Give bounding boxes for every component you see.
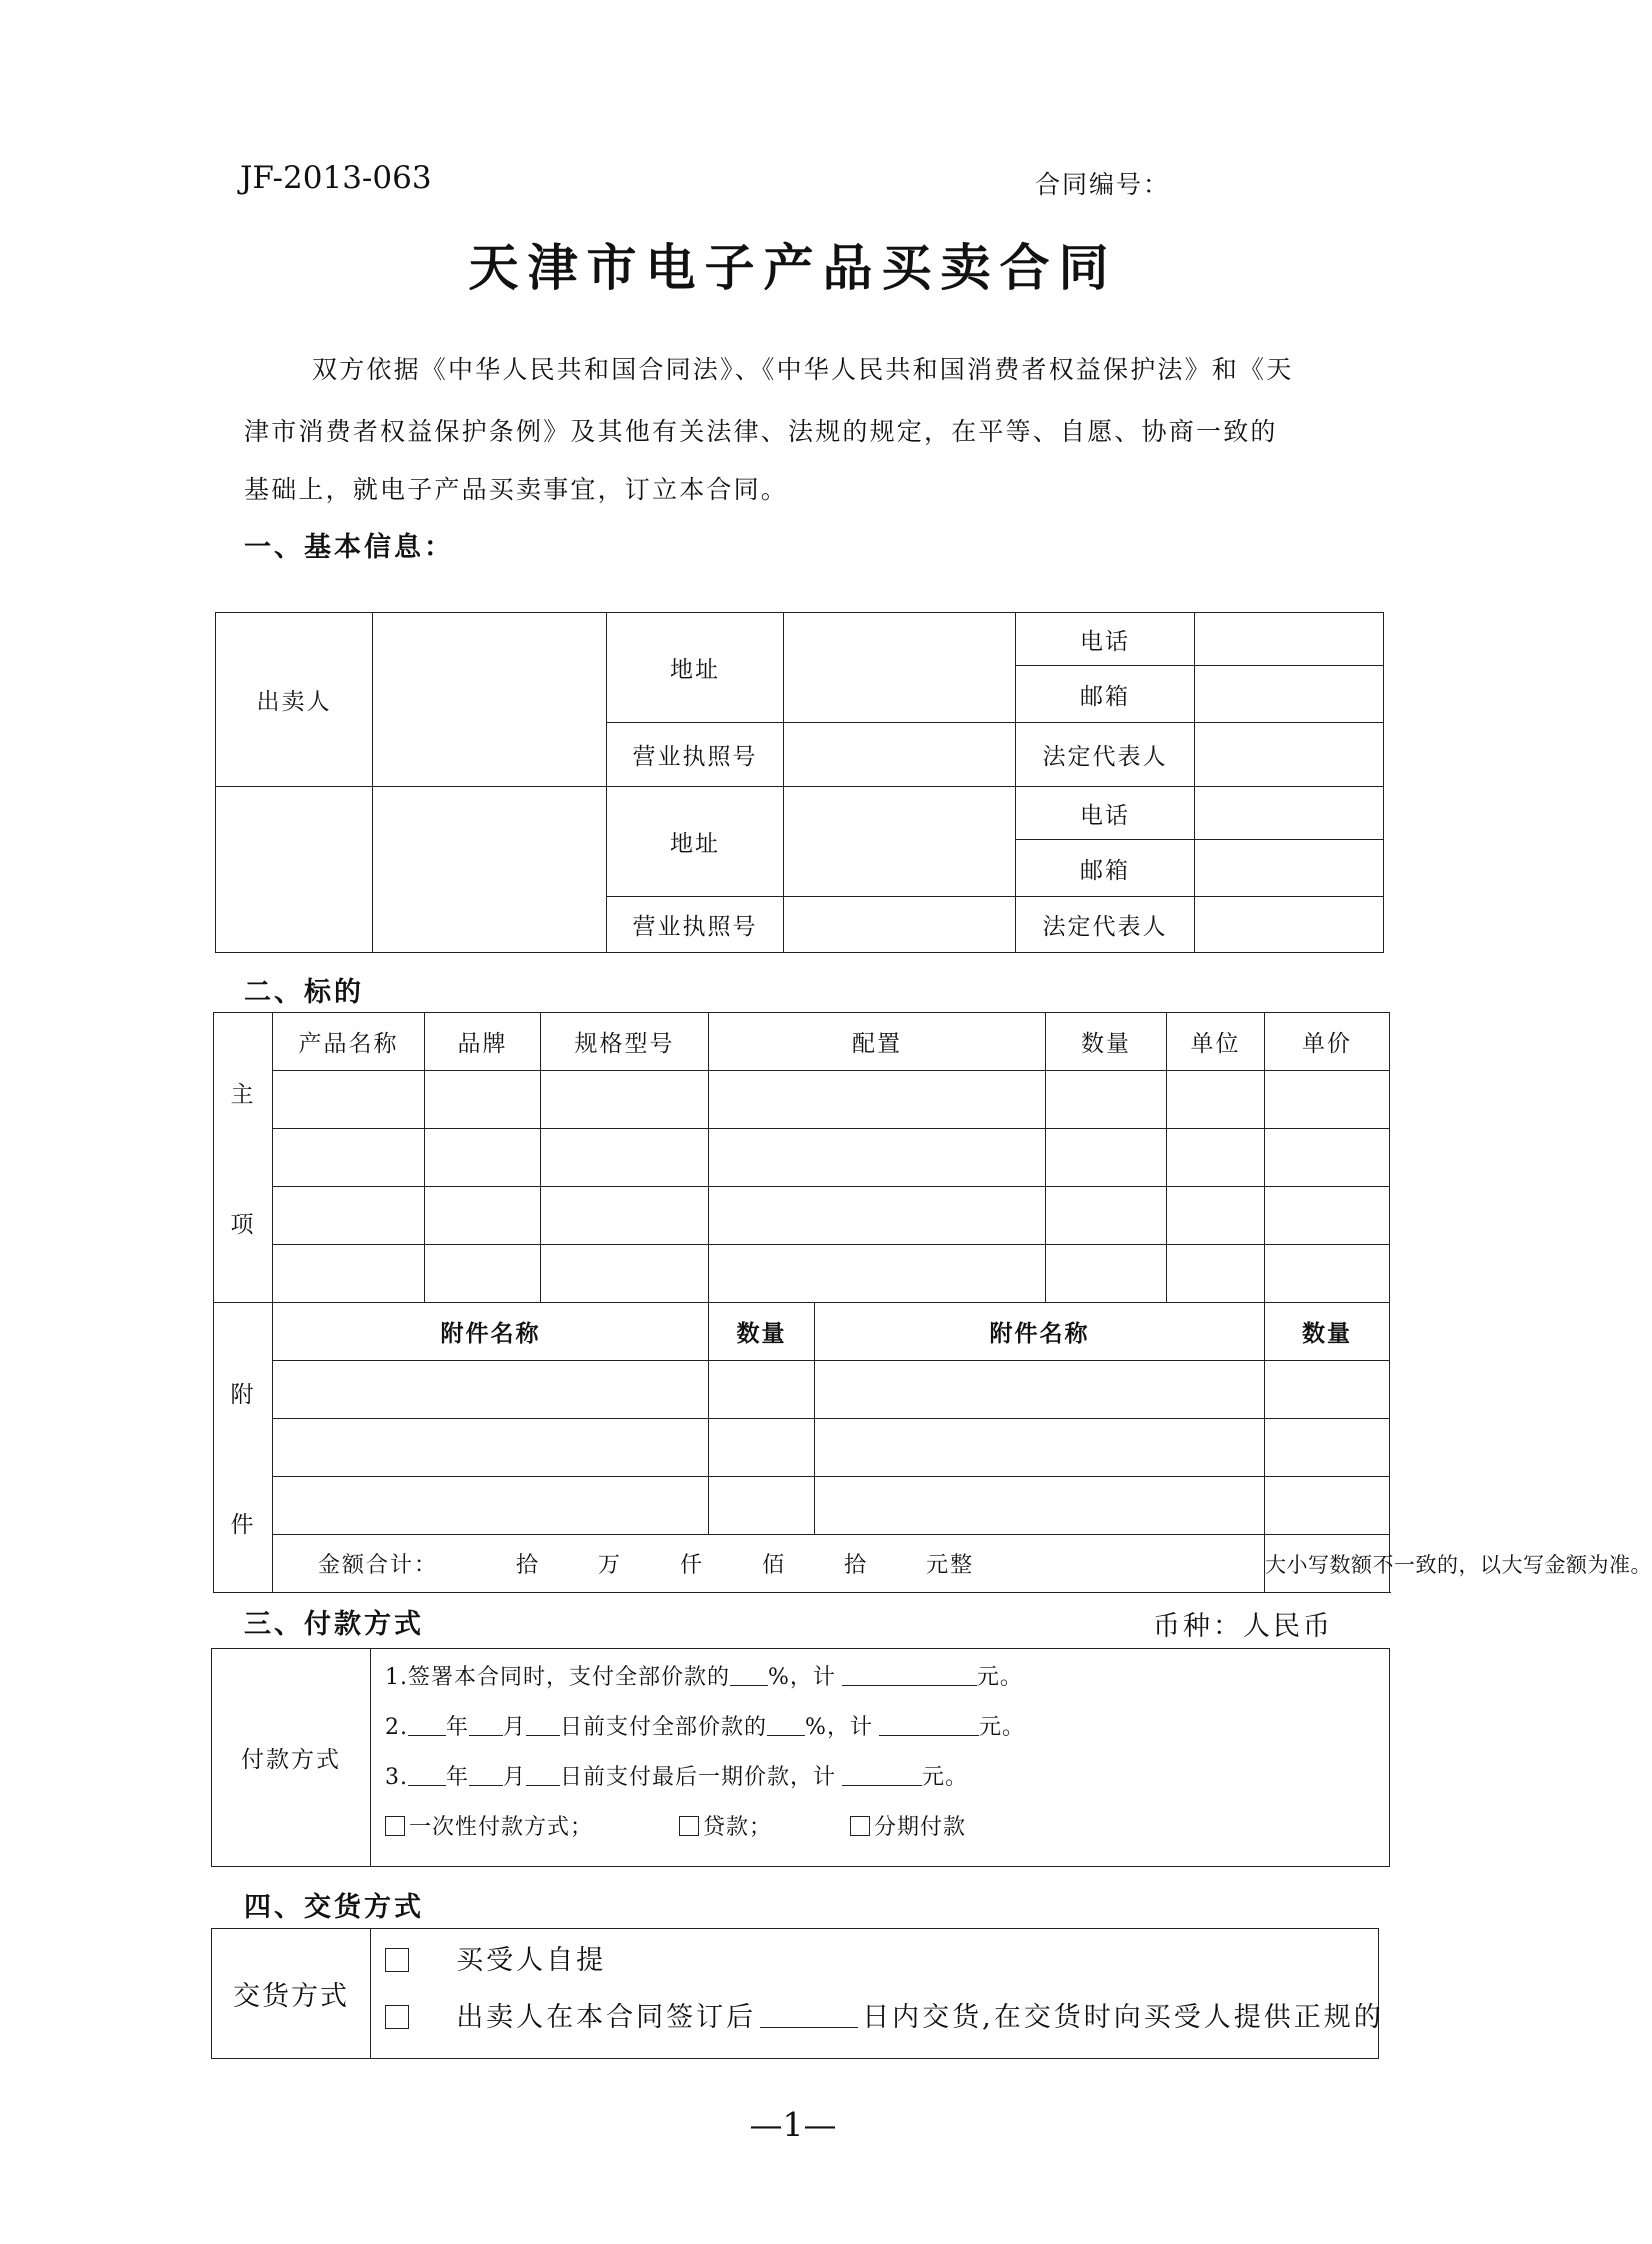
header-quantity: 数量 [1046, 1013, 1167, 1071]
total-unit-shi-1: 拾 [516, 1553, 541, 1578]
buyer-license-label: 营业执照号 [607, 897, 784, 953]
month-blank[interactable] [469, 1785, 503, 1786]
amount-blank[interactable] [879, 1735, 979, 1736]
header-unit-price: 单价 [1265, 1013, 1390, 1071]
payment-line-2: 2. 年 月 日前支付全部价款的 %，计 元。 [385, 1715, 1025, 1740]
table-row [214, 1361, 1390, 1419]
header-accessory-name-1: 附件名称 [273, 1303, 709, 1361]
total-unit-shi-2: 拾 [844, 1553, 869, 1578]
total-unit-wan: 万 [598, 1553, 623, 1578]
goods-main-table [213, 1012, 1390, 1303]
buyer-email-label: 邮箱 [1016, 840, 1195, 897]
buyer-phone-label: 电话 [1016, 787, 1195, 840]
intro-line-1: 双方依据《中华人民共和国合同法》、《中华人民共和国消费者权益保护法》和《天 [312, 355, 1294, 384]
year-blank[interactable] [408, 1735, 446, 1736]
payment-type-options: 一次性付款方式； 贷款； 分期付款 [385, 1803, 1389, 1853]
seller-address-label: 地址 [607, 613, 784, 723]
delivery-option-seller: 出卖人在本合同签订后 日内交货,在交货时向买受人提供正规的 [385, 1989, 1378, 2047]
contract-number-label: 合同编号： [1035, 170, 1171, 199]
table-row [214, 1477, 1390, 1535]
percent-blank[interactable] [767, 1735, 805, 1736]
delivery-table [211, 1928, 1384, 2059]
total-amount-label: 金额合计： [318, 1553, 439, 1578]
payment-line-3: 3. 年 月 日前支付最后一期价款，计 元。 [385, 1765, 969, 1790]
buyer-address-label: 地址 [607, 787, 784, 897]
header-product-name: 产品名称 [273, 1013, 425, 1071]
table-row [214, 1129, 1390, 1187]
intro-line-3: 基础上，就电子产品买卖事宜，订立本合同。 [244, 475, 789, 504]
buyer-license-cell[interactable] [784, 897, 1016, 953]
section-2-title: 二、标的 [244, 977, 364, 1008]
total-unit-qian: 仟 [680, 1553, 705, 1578]
buyer-label-cell [216, 787, 373, 953]
buyer-name-cell[interactable] [373, 787, 607, 953]
seller-phone-cell[interactable] [1195, 613, 1384, 666]
payment-table [211, 1648, 1390, 1867]
amount-blank[interactable] [842, 1785, 922, 1786]
section-4-title: 四、交货方式 [244, 1892, 424, 1923]
accessory-label-top: 附 [230, 1382, 256, 1408]
seller-address-cell[interactable] [784, 613, 1016, 723]
header-config: 配置 [709, 1013, 1046, 1071]
section-1-title: 一、基本信息： [244, 532, 454, 563]
seller-name-cell[interactable] [373, 613, 607, 787]
currency-label: 币种：人民币 [1153, 1611, 1333, 1642]
page-title: 天津市电子产品买卖合同 [468, 238, 1118, 297]
self-pickup-checkbox[interactable] [385, 1948, 409, 1972]
page-number: —1— [749, 2105, 837, 2144]
accessory-label-bottom: 件 [230, 1512, 256, 1538]
table-row [214, 1245, 1390, 1303]
day-blank[interactable] [526, 1785, 560, 1786]
month-blank[interactable] [469, 1735, 503, 1736]
seller-email-cell[interactable] [1195, 666, 1384, 723]
delivery-option-self-pickup: 买受人自提 [385, 1933, 1378, 1989]
buyer-phone-cell[interactable] [1195, 787, 1384, 840]
total-row [214, 1535, 1390, 1593]
seller-license-label: 营业执照号 [607, 723, 784, 787]
buyer-email-cell[interactable] [1195, 840, 1384, 897]
buyer-address-cell[interactable] [784, 787, 1016, 897]
header-accessory-name-2: 附件名称 [815, 1303, 1265, 1361]
amount-blank[interactable] [842, 1685, 977, 1686]
total-note: 大小写数额不一致的，以大写金额为准。 [1265, 1535, 1390, 1593]
loan-checkbox[interactable] [679, 1816, 699, 1836]
total-unit-yuan: 元整 [926, 1553, 975, 1578]
delivery-options-cell [371, 1929, 1384, 2059]
year-blank[interactable] [408, 1785, 446, 1786]
table-row [214, 1187, 1390, 1245]
lump-sum-checkbox[interactable] [385, 1816, 405, 1836]
payment-options-cell [371, 1649, 1390, 1867]
section-3-title: 三、付款方式 [244, 1609, 424, 1640]
percent-blank[interactable] [730, 1685, 768, 1686]
seller-email-label: 邮箱 [1016, 666, 1195, 723]
header-model: 规格型号 [541, 1013, 709, 1071]
goods-accessory-table [213, 1302, 1652, 1593]
table-row [214, 1071, 1390, 1129]
doc-code: JF-2013-063 [240, 160, 432, 196]
buyer-legal-rep-cell[interactable] [1195, 897, 1384, 953]
day-blank[interactable] [526, 1735, 560, 1736]
seller-phone-label: 电话 [1016, 613, 1195, 666]
seller-license-cell[interactable] [784, 723, 1016, 787]
payment-line-1: 1.签署本合同时，支付全部价款的 %，计 元。 [385, 1665, 1023, 1690]
header-unit: 单位 [1167, 1013, 1265, 1071]
seller-legal-rep-label: 法定代表人 [1016, 723, 1195, 787]
header-accessory-qty-1: 数量 [709, 1303, 815, 1361]
main-items-label [214, 1013, 273, 1303]
seller-legal-rep-cell[interactable] [1195, 723, 1384, 787]
main-label-bottom: 项 [230, 1212, 256, 1238]
header-brand: 品牌 [425, 1013, 541, 1071]
delivery-method-label: 交货方式 [212, 1929, 371, 2059]
payment-method-label: 付款方式 [212, 1649, 371, 1867]
main-label-top: 主 [230, 1082, 256, 1108]
delivery-days-blank[interactable] [760, 2027, 858, 2028]
seller-delivery-checkbox[interactable] [385, 2005, 409, 2029]
buyer-legal-rep-label: 法定代表人 [1016, 897, 1195, 953]
table-row [214, 1419, 1390, 1477]
accessory-label [214, 1303, 273, 1593]
basic-info-table [215, 612, 1384, 953]
installment-checkbox[interactable] [850, 1816, 870, 1836]
intro-line-2: 津市消费者权益保护条例》及其他有关法律、法规的规定，在平等、自愿、协商一致的 [244, 417, 1278, 446]
header-accessory-qty-2: 数量 [1265, 1303, 1390, 1361]
seller-label: 出卖人 [216, 613, 373, 787]
total-unit-bai: 佰 [762, 1553, 787, 1578]
total-amount-cell[interactable] [273, 1535, 1265, 1593]
